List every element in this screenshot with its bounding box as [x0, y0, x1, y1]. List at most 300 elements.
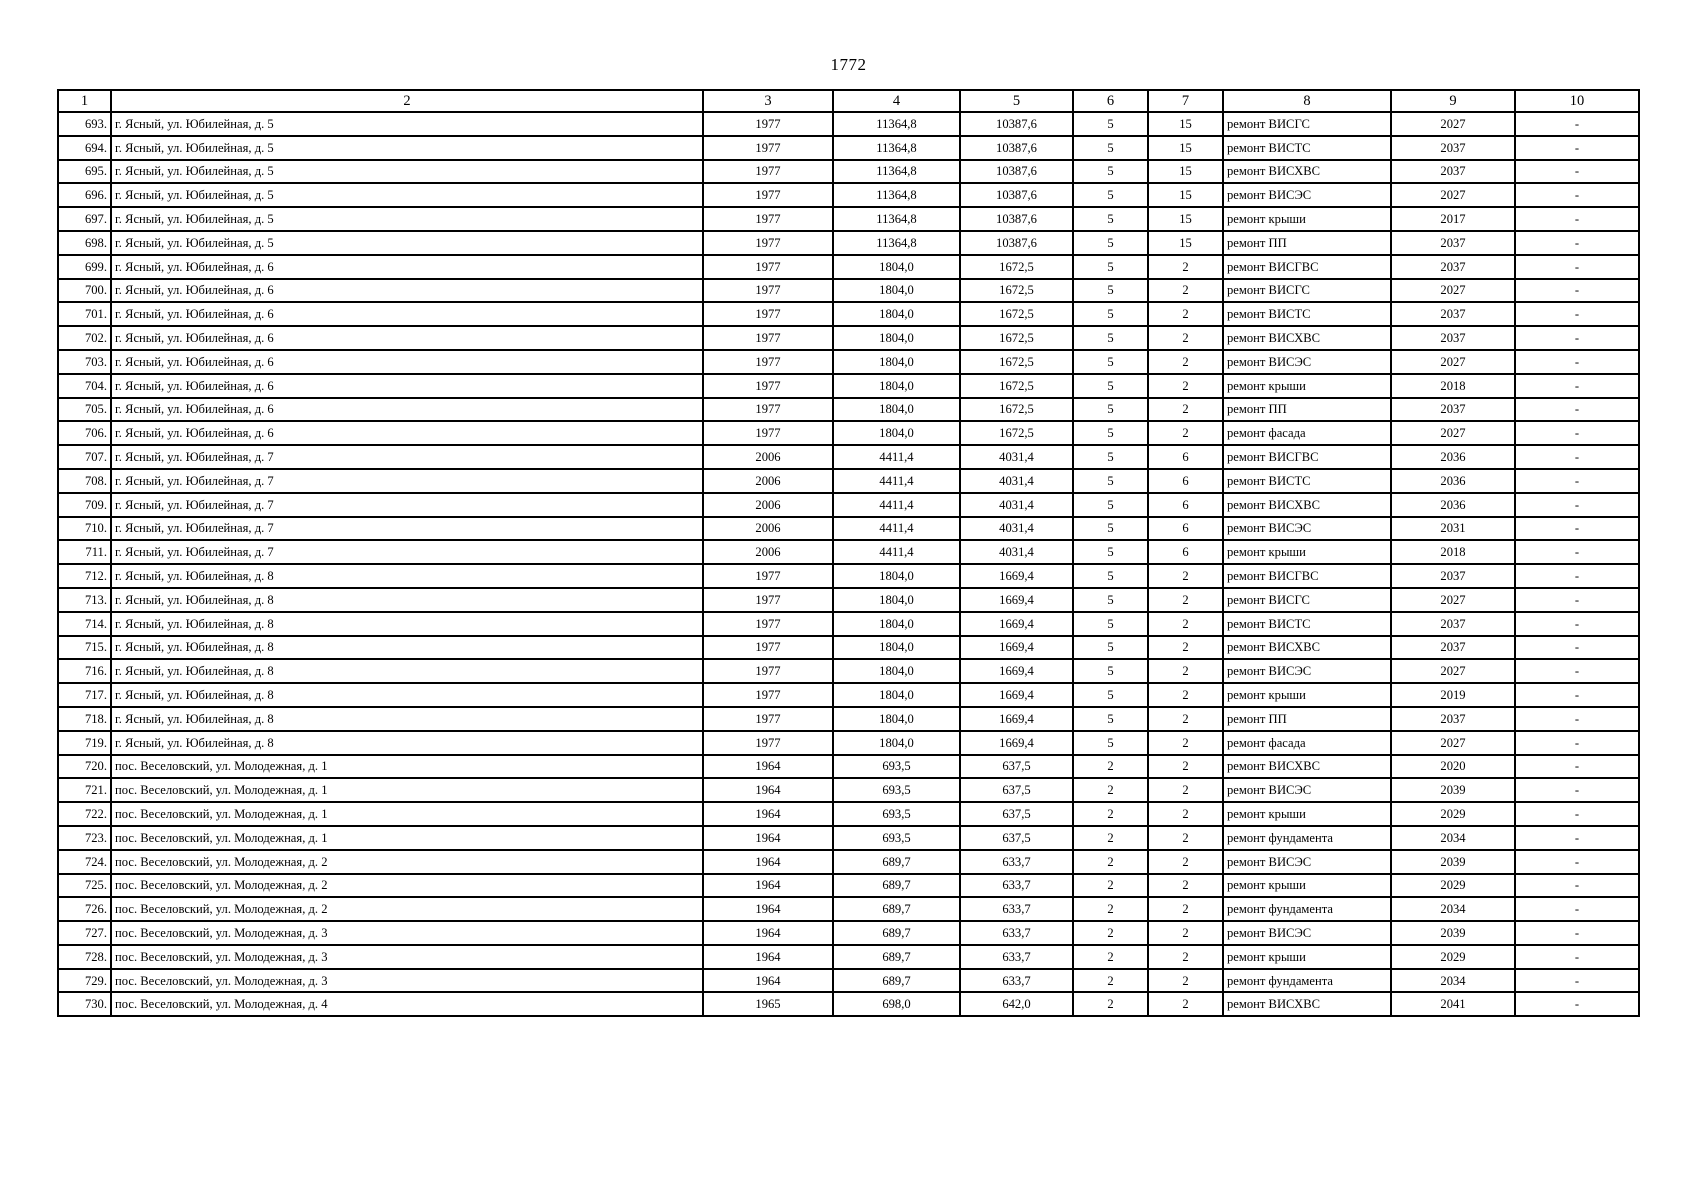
construction-year-cell: 1977 [703, 564, 833, 588]
address-cell: г. Ясный, ул. Юбилейная, д. 5 [111, 160, 703, 184]
total-area-cell: 1804,0 [833, 612, 960, 636]
total-area-cell: 1804,0 [833, 588, 960, 612]
living-area-cell: 4031,4 [960, 540, 1073, 564]
row-number-cell: 694. [58, 136, 111, 160]
total-area-cell: 1804,0 [833, 279, 960, 303]
construction-year-cell: 1977 [703, 207, 833, 231]
planned-year-cell: 2037 [1391, 636, 1515, 660]
total-area-cell: 4411,4 [833, 445, 960, 469]
row-number-cell: 703. [58, 350, 111, 374]
entrances-cell: 2 [1148, 707, 1223, 731]
row-number-cell: 706. [58, 421, 111, 445]
entrances-cell: 15 [1148, 207, 1223, 231]
table-row [58, 588, 1639, 612]
total-area-cell: 11364,8 [833, 183, 960, 207]
living-area-cell: 10387,6 [960, 136, 1073, 160]
entrances-cell: 2 [1148, 398, 1223, 422]
construction-year-cell: 1977 [703, 731, 833, 755]
work-type-cell: ремонт фундамента [1223, 969, 1391, 993]
table-row [58, 136, 1639, 160]
total-area-cell: 689,7 [833, 921, 960, 945]
living-area-cell: 1669,4 [960, 564, 1073, 588]
note-cell: - [1515, 279, 1639, 303]
entrances-cell: 2 [1148, 755, 1223, 779]
note-cell: - [1515, 183, 1639, 207]
address-cell: г. Ясный, ул. Юбилейная, д. 6 [111, 398, 703, 422]
floors-cell: 2 [1073, 897, 1148, 921]
note-cell: - [1515, 921, 1639, 945]
address-cell: г. Ясный, ул. Юбилейная, д. 5 [111, 183, 703, 207]
construction-year-cell: 1964 [703, 826, 833, 850]
note-cell: - [1515, 255, 1639, 279]
planned-year-cell: 2037 [1391, 255, 1515, 279]
planned-year-cell: 2027 [1391, 183, 1515, 207]
column-number-header-row [58, 90, 1639, 112]
floors-cell: 2 [1073, 826, 1148, 850]
floors-cell: 5 [1073, 160, 1148, 184]
table-row [58, 326, 1639, 350]
total-area-cell: 689,7 [833, 945, 960, 969]
row-number-cell: 713. [58, 588, 111, 612]
row-number-cell: 719. [58, 731, 111, 755]
address-cell: пос. Веселовский, ул. Молодежная, д. 3 [111, 921, 703, 945]
note-cell: - [1515, 755, 1639, 779]
table-row [58, 874, 1639, 898]
entrances-cell: 2 [1148, 350, 1223, 374]
entrances-cell: 6 [1148, 517, 1223, 541]
row-number-cell: 702. [58, 326, 111, 350]
row-number-cell: 695. [58, 160, 111, 184]
work-type-cell: ремонт ВИСГВС [1223, 564, 1391, 588]
row-number-cell: 730. [58, 992, 111, 1016]
total-area-cell: 689,7 [833, 897, 960, 921]
planned-year-cell: 2039 [1391, 921, 1515, 945]
work-type-cell: ремонт ВИСТС [1223, 469, 1391, 493]
living-area-cell: 633,7 [960, 921, 1073, 945]
construction-year-cell: 1977 [703, 112, 833, 136]
note-cell: - [1515, 802, 1639, 826]
floors-cell: 5 [1073, 207, 1148, 231]
table-row [58, 683, 1639, 707]
total-area-cell: 693,5 [833, 778, 960, 802]
construction-year-cell: 1977 [703, 350, 833, 374]
floors-cell: 2 [1073, 945, 1148, 969]
note-cell: - [1515, 897, 1639, 921]
row-number-cell: 720. [58, 755, 111, 779]
table-row [58, 350, 1639, 374]
entrances-cell: 2 [1148, 374, 1223, 398]
floors-cell: 5 [1073, 255, 1148, 279]
floors-cell: 5 [1073, 564, 1148, 588]
living-area-cell: 1672,5 [960, 350, 1073, 374]
construction-year-cell: 1977 [703, 255, 833, 279]
entrances-cell: 15 [1148, 231, 1223, 255]
address-cell: пос. Веселовский, ул. Молодежная, д. 2 [111, 874, 703, 898]
work-type-cell: ремонт ВИСЭС [1223, 659, 1391, 683]
note-cell: - [1515, 493, 1639, 517]
note-cell: - [1515, 945, 1639, 969]
construction-year-cell: 1964 [703, 802, 833, 826]
living-area-cell: 637,5 [960, 755, 1073, 779]
floors-cell: 5 [1073, 517, 1148, 541]
planned-year-cell: 2041 [1391, 992, 1515, 1016]
entrances-cell: 2 [1148, 945, 1223, 969]
address-cell: пос. Веселовский, ул. Молодежная, д. 1 [111, 826, 703, 850]
total-area-cell: 11364,8 [833, 112, 960, 136]
planned-year-cell: 2037 [1391, 612, 1515, 636]
work-type-cell: ремонт ВИСХВС [1223, 160, 1391, 184]
page-number: 1772 [830, 55, 867, 74]
table-row [58, 469, 1639, 493]
table-row [58, 207, 1639, 231]
construction-year-cell: 1964 [703, 755, 833, 779]
row-number-cell: 697. [58, 207, 111, 231]
address-cell: г. Ясный, ул. Юбилейная, д. 6 [111, 279, 703, 303]
row-number-cell: 714. [58, 612, 111, 636]
living-area-cell: 1672,5 [960, 374, 1073, 398]
entrances-cell: 2 [1148, 802, 1223, 826]
work-type-cell: ремонт крыши [1223, 683, 1391, 707]
total-area-cell: 1804,0 [833, 398, 960, 422]
floors-cell: 2 [1073, 850, 1148, 874]
floors-cell: 5 [1073, 493, 1148, 517]
address-cell: г. Ясный, ул. Юбилейная, д. 7 [111, 540, 703, 564]
construction-year-cell: 1977 [703, 183, 833, 207]
note-cell: - [1515, 421, 1639, 445]
living-area-cell: 10387,6 [960, 183, 1073, 207]
living-area-cell: 1672,5 [960, 279, 1073, 303]
total-area-cell: 698,0 [833, 992, 960, 1016]
note-cell: - [1515, 469, 1639, 493]
total-area-cell: 693,5 [833, 826, 960, 850]
planned-year-cell: 2029 [1391, 802, 1515, 826]
living-area-cell: 1669,4 [960, 588, 1073, 612]
row-number-cell: 712. [58, 564, 111, 588]
table-row [58, 897, 1639, 921]
row-number-cell: 707. [58, 445, 111, 469]
note-cell: - [1515, 588, 1639, 612]
repair-schedule-table [57, 89, 1640, 1017]
total-area-cell: 1804,0 [833, 255, 960, 279]
address-cell: пос. Веселовский, ул. Молодежная, д. 3 [111, 969, 703, 993]
note-cell: - [1515, 612, 1639, 636]
row-number-cell: 696. [58, 183, 111, 207]
column-header-10: 10 [1515, 90, 1639, 112]
address-cell: г. Ясный, ул. Юбилейная, д. 5 [111, 136, 703, 160]
address-cell: г. Ясный, ул. Юбилейная, д. 5 [111, 231, 703, 255]
row-number-cell: 721. [58, 778, 111, 802]
address-cell: г. Ясный, ул. Юбилейная, д. 8 [111, 564, 703, 588]
entrances-cell: 2 [1148, 826, 1223, 850]
living-area-cell: 10387,6 [960, 112, 1073, 136]
note-cell: - [1515, 874, 1639, 898]
construction-year-cell: 2006 [703, 445, 833, 469]
address-cell: г. Ясный, ул. Юбилейная, д. 6 [111, 421, 703, 445]
planned-year-cell: 2039 [1391, 850, 1515, 874]
work-type-cell: ремонт ВИСЭС [1223, 778, 1391, 802]
column-header-2: 2 [111, 90, 703, 112]
entrances-cell: 2 [1148, 612, 1223, 636]
planned-year-cell: 2034 [1391, 897, 1515, 921]
floors-cell: 5 [1073, 231, 1148, 255]
address-cell: г. Ясный, ул. Юбилейная, д. 6 [111, 326, 703, 350]
planned-year-cell: 2029 [1391, 874, 1515, 898]
note-cell: - [1515, 517, 1639, 541]
living-area-cell: 1672,5 [960, 255, 1073, 279]
work-type-cell: ремонт ВИСГС [1223, 588, 1391, 612]
total-area-cell: 1804,0 [833, 374, 960, 398]
total-area-cell: 1804,0 [833, 659, 960, 683]
work-type-cell: ремонт ВИСЭС [1223, 183, 1391, 207]
living-area-cell: 633,7 [960, 897, 1073, 921]
entrances-cell: 2 [1148, 588, 1223, 612]
table-row [58, 755, 1639, 779]
table-row [58, 731, 1639, 755]
total-area-cell: 4411,4 [833, 540, 960, 564]
row-number-cell: 704. [58, 374, 111, 398]
address-cell: г. Ясный, ул. Юбилейная, д. 6 [111, 302, 703, 326]
note-cell: - [1515, 826, 1639, 850]
table-row [58, 969, 1639, 993]
column-header-3: 3 [703, 90, 833, 112]
floors-cell: 5 [1073, 112, 1148, 136]
construction-year-cell: 1977 [703, 612, 833, 636]
work-type-cell: ремонт крыши [1223, 802, 1391, 826]
work-type-cell: ремонт ПП [1223, 231, 1391, 255]
address-cell: г. Ясный, ул. Юбилейная, д. 7 [111, 493, 703, 517]
total-area-cell: 4411,4 [833, 493, 960, 517]
row-number-cell: 727. [58, 921, 111, 945]
living-area-cell: 637,5 [960, 802, 1073, 826]
row-number-cell: 726. [58, 897, 111, 921]
note-cell: - [1515, 136, 1639, 160]
floors-cell: 5 [1073, 469, 1148, 493]
living-area-cell: 1669,4 [960, 731, 1073, 755]
construction-year-cell: 1964 [703, 969, 833, 993]
work-type-cell: ремонт ВИСГВС [1223, 255, 1391, 279]
floors-cell: 5 [1073, 683, 1148, 707]
construction-year-cell: 1964 [703, 874, 833, 898]
total-area-cell: 1804,0 [833, 302, 960, 326]
row-number-cell: 709. [58, 493, 111, 517]
entrances-cell: 2 [1148, 921, 1223, 945]
table-row [58, 802, 1639, 826]
floors-cell: 5 [1073, 398, 1148, 422]
note-cell: - [1515, 231, 1639, 255]
entrances-cell: 2 [1148, 659, 1223, 683]
table-row [58, 945, 1639, 969]
row-number-cell: 728. [58, 945, 111, 969]
column-header-9: 9 [1391, 90, 1515, 112]
floors-cell: 5 [1073, 445, 1148, 469]
address-cell: г. Ясный, ул. Юбилейная, д. 5 [111, 112, 703, 136]
planned-year-cell: 2037 [1391, 564, 1515, 588]
construction-year-cell: 1977 [703, 279, 833, 303]
address-cell: пос. Веселовский, ул. Молодежная, д. 3 [111, 945, 703, 969]
floors-cell: 5 [1073, 659, 1148, 683]
planned-year-cell: 2037 [1391, 326, 1515, 350]
total-area-cell: 693,5 [833, 755, 960, 779]
construction-year-cell: 2006 [703, 517, 833, 541]
planned-year-cell: 2037 [1391, 136, 1515, 160]
entrances-cell: 2 [1148, 992, 1223, 1016]
total-area-cell: 11364,8 [833, 136, 960, 160]
entrances-cell: 6 [1148, 445, 1223, 469]
total-area-cell: 4411,4 [833, 517, 960, 541]
table-row [58, 778, 1639, 802]
work-type-cell: ремонт крыши [1223, 945, 1391, 969]
note-cell: - [1515, 350, 1639, 374]
construction-year-cell: 1965 [703, 992, 833, 1016]
table-row [58, 183, 1639, 207]
planned-year-cell: 2027 [1391, 112, 1515, 136]
table-row [58, 398, 1639, 422]
table-row [58, 231, 1639, 255]
address-cell: г. Ясный, ул. Юбилейная, д. 8 [111, 612, 703, 636]
work-type-cell: ремонт ВИСТС [1223, 136, 1391, 160]
table-row [58, 826, 1639, 850]
row-number-cell: 724. [58, 850, 111, 874]
floors-cell: 5 [1073, 421, 1148, 445]
note-cell: - [1515, 683, 1639, 707]
floors-cell: 5 [1073, 588, 1148, 612]
construction-year-cell: 1964 [703, 897, 833, 921]
note-cell: - [1515, 112, 1639, 136]
construction-year-cell: 1977 [703, 636, 833, 660]
table-row [58, 850, 1639, 874]
address-cell: пос. Веселовский, ул. Молодежная, д. 2 [111, 850, 703, 874]
floors-cell: 5 [1073, 326, 1148, 350]
living-area-cell: 633,7 [960, 945, 1073, 969]
table-row [58, 707, 1639, 731]
total-area-cell: 1804,0 [833, 421, 960, 445]
table-row [58, 445, 1639, 469]
total-area-cell: 689,7 [833, 874, 960, 898]
living-area-cell: 633,7 [960, 874, 1073, 898]
total-area-cell: 689,7 [833, 969, 960, 993]
entrances-cell: 2 [1148, 850, 1223, 874]
total-area-cell: 693,5 [833, 802, 960, 826]
note-cell: - [1515, 302, 1639, 326]
construction-year-cell: 1977 [703, 374, 833, 398]
construction-year-cell: 1964 [703, 945, 833, 969]
table-row [58, 374, 1639, 398]
work-type-cell: ремонт ВИСХВС [1223, 493, 1391, 517]
entrances-cell: 2 [1148, 874, 1223, 898]
total-area-cell: 11364,8 [833, 207, 960, 231]
work-type-cell: ремонт фасада [1223, 731, 1391, 755]
table-row [58, 255, 1639, 279]
living-area-cell: 633,7 [960, 969, 1073, 993]
total-area-cell: 1804,0 [833, 564, 960, 588]
floors-cell: 5 [1073, 302, 1148, 326]
floors-cell: 5 [1073, 279, 1148, 303]
address-cell: г. Ясный, ул. Юбилейная, д. 8 [111, 731, 703, 755]
entrances-cell: 15 [1148, 136, 1223, 160]
address-cell: г. Ясный, ул. Юбилейная, д. 6 [111, 374, 703, 398]
table-row [58, 992, 1639, 1016]
work-type-cell: ремонт ВИСГС [1223, 112, 1391, 136]
floors-cell: 2 [1073, 992, 1148, 1016]
address-cell: г. Ясный, ул. Юбилейная, д. 7 [111, 469, 703, 493]
note-cell: - [1515, 659, 1639, 683]
planned-year-cell: 2037 [1391, 160, 1515, 184]
floors-cell: 5 [1073, 350, 1148, 374]
row-number-cell: 693. [58, 112, 111, 136]
floors-cell: 5 [1073, 540, 1148, 564]
work-type-cell: ремонт ПП [1223, 707, 1391, 731]
construction-year-cell: 1977 [703, 421, 833, 445]
living-area-cell: 1669,4 [960, 612, 1073, 636]
row-number-cell: 700. [58, 279, 111, 303]
address-cell: г. Ясный, ул. Юбилейная, д. 6 [111, 255, 703, 279]
column-header-7: 7 [1148, 90, 1223, 112]
living-area-cell: 10387,6 [960, 207, 1073, 231]
row-number-cell: 717. [58, 683, 111, 707]
planned-year-cell: 2034 [1391, 826, 1515, 850]
address-cell: г. Ясный, ул. Юбилейная, д. 7 [111, 517, 703, 541]
living-area-cell: 1669,4 [960, 659, 1073, 683]
column-header-1: 1 [58, 90, 111, 112]
address-cell: г. Ясный, ул. Юбилейная, д. 8 [111, 588, 703, 612]
construction-year-cell: 1977 [703, 398, 833, 422]
work-type-cell: ремонт ВИСТС [1223, 612, 1391, 636]
construction-year-cell: 1977 [703, 326, 833, 350]
entrances-cell: 2 [1148, 731, 1223, 755]
address-cell: пос. Веселовский, ул. Молодежная, д. 2 [111, 897, 703, 921]
planned-year-cell: 2037 [1391, 302, 1515, 326]
entrances-cell: 6 [1148, 540, 1223, 564]
construction-year-cell: 1977 [703, 160, 833, 184]
entrances-cell: 2 [1148, 421, 1223, 445]
table-row [58, 540, 1639, 564]
table-body [58, 112, 1639, 1016]
column-header-4: 4 [833, 90, 960, 112]
work-type-cell: ремонт ВИСЭС [1223, 517, 1391, 541]
floors-cell: 2 [1073, 969, 1148, 993]
entrances-cell: 6 [1148, 493, 1223, 517]
construction-year-cell: 1964 [703, 850, 833, 874]
planned-year-cell: 2018 [1391, 540, 1515, 564]
living-area-cell: 4031,4 [960, 445, 1073, 469]
work-type-cell: ремонт ПП [1223, 398, 1391, 422]
address-cell: г. Ясный, ул. Юбилейная, д. 8 [111, 707, 703, 731]
floors-cell: 5 [1073, 731, 1148, 755]
note-cell: - [1515, 160, 1639, 184]
address-cell: г. Ясный, ул. Юбилейная, д. 7 [111, 445, 703, 469]
row-number-cell: 723. [58, 826, 111, 850]
total-area-cell: 1804,0 [833, 731, 960, 755]
construction-year-cell: 2006 [703, 540, 833, 564]
note-cell: - [1515, 731, 1639, 755]
planned-year-cell: 2037 [1391, 231, 1515, 255]
total-area-cell: 1804,0 [833, 636, 960, 660]
address-cell: г. Ясный, ул. Юбилейная, д. 8 [111, 683, 703, 707]
living-area-cell: 1672,5 [960, 421, 1073, 445]
planned-year-cell: 2027 [1391, 421, 1515, 445]
entrances-cell: 2 [1148, 778, 1223, 802]
column-header-6: 6 [1073, 90, 1148, 112]
entrances-cell: 2 [1148, 636, 1223, 660]
address-cell: пос. Веселовский, ул. Молодежная, д. 1 [111, 802, 703, 826]
note-cell: - [1515, 326, 1639, 350]
note-cell: - [1515, 778, 1639, 802]
floors-cell: 2 [1073, 755, 1148, 779]
work-type-cell: ремонт ВИСЭС [1223, 921, 1391, 945]
note-cell: - [1515, 540, 1639, 564]
living-area-cell: 1669,4 [960, 683, 1073, 707]
work-type-cell: ремонт крыши [1223, 374, 1391, 398]
